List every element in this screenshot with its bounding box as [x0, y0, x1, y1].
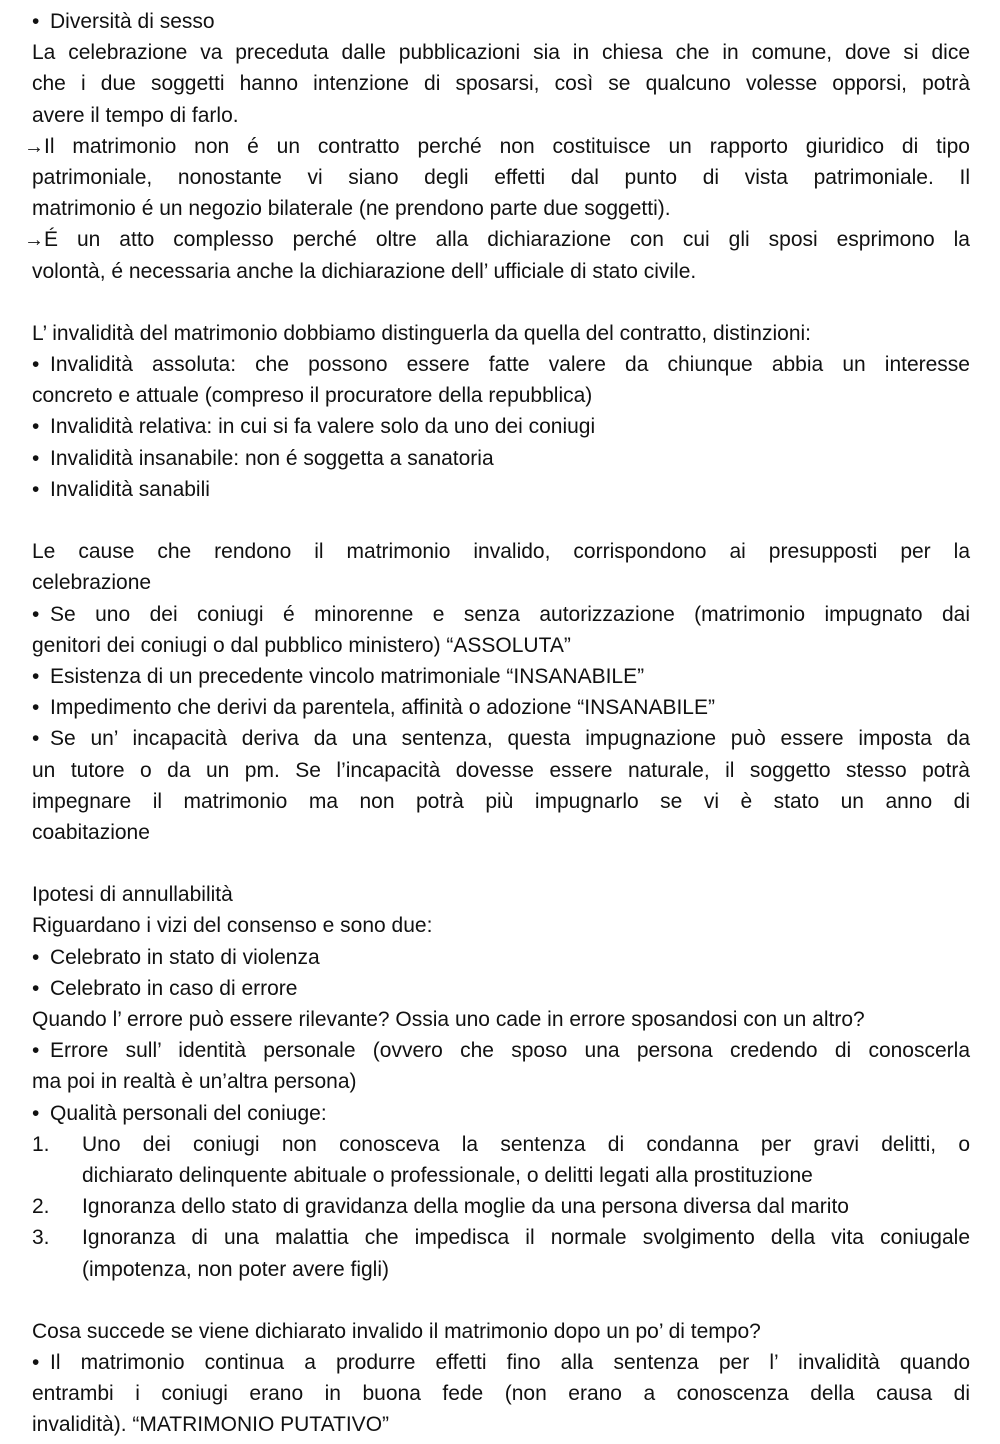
paragraph-line: patrimoniale, nonostante vi siano degli effetti dal punto di vista patrimoniale. Il	[32, 165, 970, 189]
numbered-item-continuation: (impotenza, non poter avere figli)	[82, 1257, 389, 1281]
arrow-icon: →	[24, 135, 44, 158]
item-text: Ignoranza di una malattia che impedisca il normale svolgimento della vita coniugale	[82, 1226, 970, 1250]
bullet-icon: •	[32, 1351, 40, 1375]
bullet-text: Diversità di sesso	[50, 10, 215, 33]
bullet-icon: •	[32, 976, 40, 1000]
bullet-icon: •	[32, 945, 40, 969]
bullet-icon: •	[32, 477, 40, 501]
paragraph-line: un tutore o da un pm. Se l’incapacità dovesse essere naturale, il soggetto stesso potrà	[32, 758, 970, 782]
list-item	[32, 942, 970, 973]
arrow-item	[24, 131, 970, 162]
bullet-icon: •	[32, 1101, 40, 1125]
document-page	[24, 6, 970, 1441]
bullet-icon: •	[32, 353, 40, 377]
list-item	[32, 723, 970, 754]
paragraph-line: ma poi in realtà è un’altra persona)	[32, 1070, 357, 1094]
spacer	[32, 287, 970, 318]
item-number: 2.	[32, 1195, 50, 1219]
numbered-item	[32, 1191, 970, 1222]
section-heading: Cosa succede se viene dichiarato invalido il matrimonio dopo un po’ di tempo?	[32, 1319, 761, 1343]
paragraph-line: Quando l’ errore può essere rilevante? Ossia uno cade in errore sposandosi con un altro?	[32, 1008, 865, 1031]
list-item	[32, 1035, 970, 1066]
item-text: Uno dei coniugi non conosceva la sentenza di condanna per gravi delitti, o	[82, 1132, 970, 1156]
bullet-text: Qualità personali del coniuge:	[50, 1101, 327, 1125]
paragraph-line: che i due soggetti hanno intenzione di sposarsi, così se qualcuno volesse opporsi, potrà	[32, 72, 970, 96]
paragraph-line: coabitazione	[32, 820, 150, 844]
bullet-text: Invalidità assoluta: che possono essere fatte valere da chiunque abbia un interesse	[50, 353, 970, 377]
bullet-text: Celebrato in caso di errore	[50, 976, 298, 1000]
bullet-text: Celebrato in stato di violenza	[50, 945, 320, 969]
list-item	[32, 474, 970, 505]
numbered-item-continuation: dichiarato delinquente abituale o professionale, o delitti legati alla prostituzione	[82, 1163, 813, 1187]
section-heading: L’ invalidità del matrimonio dobbiamo distinguerla da quella del contratto, distinzioni:	[32, 321, 812, 345]
list-item	[32, 6, 970, 37]
bullet-text: Se uno dei coniugi é minorenne e senza autorizzazione (matrimonio impugnato dai	[50, 602, 970, 626]
bullet-text: Invalidità sanabili	[50, 477, 210, 501]
paragraph-line: Riguardano i vizi del consenso e sono due:	[32, 914, 433, 938]
paragraph-line: La celebrazione va preceduta dalle pubblicazioni sia in chiesa che in comune, dove si dice	[32, 41, 970, 65]
paragraph-line: celebrazione	[32, 571, 152, 595]
bullet-text: Impedimento che derivi da parentela, affinità o adozione “INSANABILE”	[50, 696, 715, 720]
paragraph-line: genitori dei coniugi o dal pubblico ministero) “ASSOLUTA”	[32, 633, 571, 657]
numbered-item	[32, 1222, 970, 1253]
bullet-icon: •	[32, 727, 40, 751]
bullet-text: Esistenza di un precedente vincolo matrimoniale “INSANABILE”	[50, 664, 645, 688]
paragraph-line: matrimonio é un negozio bilaterale (ne prendono parte due soggetti).	[32, 197, 671, 221]
list-item	[32, 411, 970, 442]
paragraph-line: entrambi i coniugi erano in buona fede (non erano a conoscenza della causa di	[32, 1382, 970, 1406]
arrow-text: É un atto complesso perché oltre alla dichiarazione con cui gli sposi esprimono la	[44, 228, 970, 252]
list-item	[32, 973, 970, 1004]
bullet-text: Il matrimonio continua a produrre effetti fino alla sentenza per l’ invalidità quando	[50, 1351, 970, 1375]
bullet-icon: •	[32, 446, 40, 470]
paragraph-line: concreto e attuale (compreso il procuratore della repubblica)	[32, 384, 593, 408]
spacer	[32, 848, 970, 879]
list-item	[32, 692, 970, 723]
arrow-icon: →	[24, 229, 44, 252]
paragraph-line: Le cause che rendono il matrimonio invalido, corrispondono ai presupposti per la	[32, 540, 970, 564]
bullet-icon: •	[32, 415, 40, 439]
list-item	[32, 661, 970, 692]
paragraph-line: avere il tempo di farlo.	[32, 103, 239, 127]
bullet-text: Errore sull’ identità personale (ovvero che sposo una persona credendo di conoscerla	[50, 1039, 970, 1063]
bullet-icon: •	[32, 10, 40, 33]
list-item	[32, 1098, 970, 1129]
bullet-text: Invalidità relativa: in cui si fa valere solo da uno dei coniugi	[50, 415, 596, 439]
list-item	[32, 349, 970, 380]
paragraph-line: invalidità). “MATRIMONIO PUTATIVO”	[32, 1413, 390, 1437]
spacer	[32, 505, 970, 536]
arrow-item	[24, 224, 970, 255]
numbered-item	[32, 1129, 970, 1160]
bullet-text: Se un’ incapacità deriva da una sentenza, questa impugnazione può essere imposta da	[50, 727, 970, 751]
arrow-text: Il matrimonio non é un contratto perché non costituisce un rapporto giuridico di tipo	[44, 134, 970, 158]
bullet-text: Invalidità insanabile: non é soggetta a sanatoria	[50, 446, 494, 470]
list-item	[32, 443, 970, 474]
section-heading: Ipotesi di annullabilità	[32, 883, 233, 907]
bullet-icon: •	[32, 1039, 40, 1063]
list-item	[32, 1347, 970, 1378]
list-item	[32, 599, 970, 630]
bullet-icon: •	[32, 696, 40, 720]
item-number: 3.	[32, 1226, 50, 1250]
paragraph-line: impegnare il matrimonio ma non potrà più impugnarlo se vi è stato un anno di	[32, 789, 970, 813]
bullet-icon: •	[32, 602, 40, 626]
spacer	[32, 1285, 970, 1316]
bullet-icon: •	[32, 664, 40, 688]
paragraph-line: volontà, é necessaria anche la dichiarazione dell’ ufficiale di stato civile.	[32, 259, 697, 283]
item-number: 1.	[32, 1132, 50, 1156]
item-text: Ignoranza dello stato di gravidanza della moglie da una persona diversa dal marito	[82, 1195, 849, 1219]
